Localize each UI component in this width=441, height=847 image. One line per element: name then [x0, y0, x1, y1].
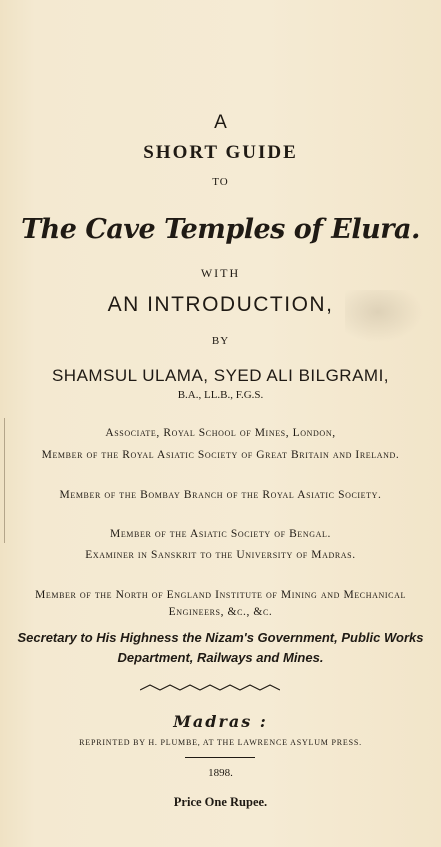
credential-line: Associate, Royal School of Mines, London, — [105, 427, 336, 439]
title-introduction: AN INTRODUCTION, — [107, 293, 334, 316]
price-line: Price One Rupee. — [173, 795, 268, 809]
title-with: WITH — [200, 266, 241, 280]
credential-line: Member of the Bombay Branch of the Royal Asiatic Society. — [59, 489, 382, 501]
divider-rule — [185, 757, 255, 758]
credential-line: Member of the Asiatic Society of Bengal. — [110, 528, 331, 540]
title-article: A — [214, 112, 227, 133]
author-name: SHAMSUL ULAMA, SYED ALI BILGRAMI, — [51, 366, 390, 385]
secretary-line: Secretary to His Highness the Nizam's Government, Public Works Department, Railways and Mines. — [17, 630, 424, 665]
title-by: BY — [211, 335, 230, 347]
credential-line: Member of the North of England Institute of Mining and Mechanical Engineers, &c., &c. — [35, 589, 406, 618]
credential-line: Member of the Royal Asiatic Society of Great Britain and Ireland. — [41, 449, 400, 461]
wavy-ornament — [140, 682, 280, 694]
publication-place: Madras : — [173, 712, 268, 731]
credential-line: Examiner in Sanskrit to the University of Madras. — [85, 549, 356, 561]
book-title: The Cave Temples of Elura. — [21, 214, 420, 245]
title-short-guide: SHORT GUIDE — [143, 142, 298, 163]
printer-line: REPRINTED BY H. PLUMBE, AT THE LAWRENCE ASYLUM PRESS. — [79, 738, 362, 747]
title-to: TO — [212, 176, 229, 188]
publication-year: 1898. — [208, 767, 233, 779]
margin-bracket — [4, 418, 9, 543]
author-degrees: B.A., LL.B., F.G.S. — [177, 389, 264, 401]
